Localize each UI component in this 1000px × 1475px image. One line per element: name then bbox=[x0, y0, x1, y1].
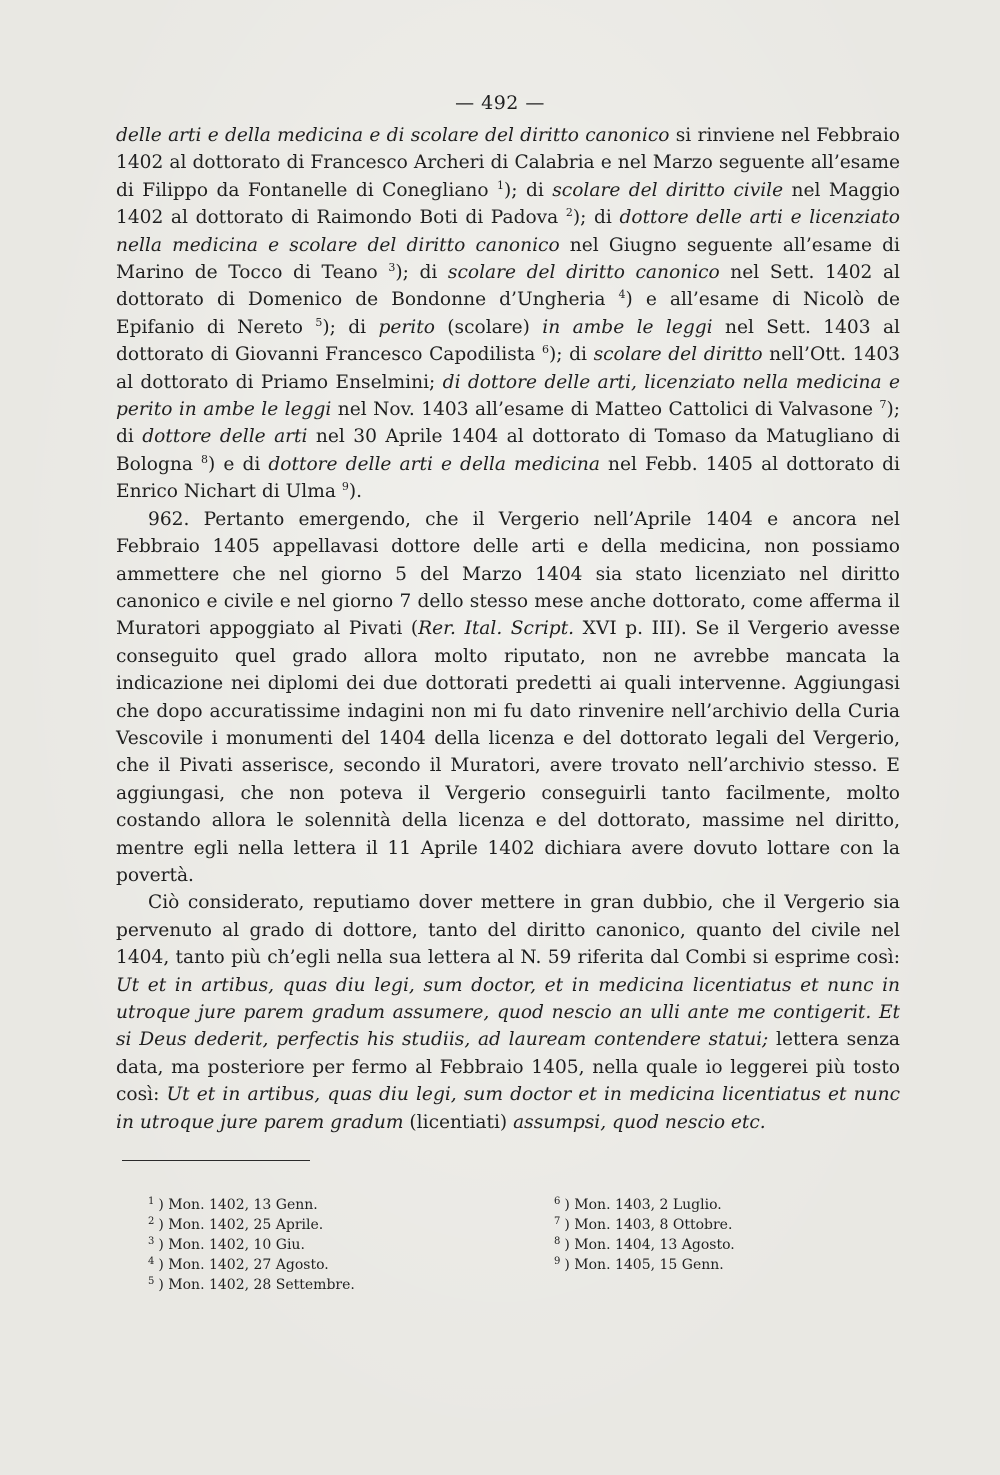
footnote-mark: 2 bbox=[148, 1216, 155, 1227]
text-run: si rinviene nel Febbraio 1402 al dottorato di Francesco Archeri di Calabria e nel Marzo seguente all’esame di Filippo da Fontanelle di Conegliano bbox=[116, 125, 901, 201]
text-run: ) e all’esame di Nicolò de Epifanio di Nereto bbox=[116, 289, 901, 338]
footnote-item bbox=[554, 1255, 874, 1275]
footnote-separator-rule bbox=[122, 1160, 310, 1161]
footnote-paren: ) bbox=[158, 1197, 169, 1213]
italic-run: Ut et in artibus, quas diu legi, sum doctor, et in medicina licentiatus et nunc in utroque jure parem gradum assumere, quod nescio an ulli ante me contigerit. Et si Deus dederit, perfectis his studiis, ad lauream contendere statui; bbox=[116, 974, 900, 1051]
footnote-paren: ) bbox=[158, 1257, 169, 1273]
footnote-reference: 1 bbox=[497, 178, 505, 192]
text-run: nell’Ott. 1403 al dottorato di Priamo Enselmini; bbox=[116, 344, 900, 393]
body-text bbox=[116, 122, 900, 1136]
footnote-paren: ) bbox=[564, 1257, 575, 1273]
footnote-mark: 3 bbox=[148, 1236, 155, 1247]
italic-run: delle arti e della medicina e di scolare del diritto canonico bbox=[116, 125, 670, 146]
footnote-reference: 5 bbox=[315, 315, 323, 329]
footnote-text: Mon. 1403, 2 Luglio. bbox=[574, 1197, 722, 1213]
footnote-text: Mon. 1402, 13 Genn. bbox=[168, 1197, 318, 1213]
footnotes-left-column bbox=[148, 1195, 468, 1295]
italic-run: in ambe le leggi bbox=[542, 316, 713, 338]
text-run: ); di bbox=[322, 316, 379, 338]
paragraph-2 bbox=[116, 506, 900, 890]
text-run: ); di bbox=[548, 344, 594, 366]
footnote-text: Mon. 1402, 28 Settembre. bbox=[168, 1277, 355, 1293]
footnote-item bbox=[554, 1215, 874, 1235]
footnote-paren: ) bbox=[564, 1197, 575, 1213]
text-run: ); di bbox=[572, 207, 620, 229]
footnote-text: Mon. 1402, 25 Aprile. bbox=[168, 1217, 324, 1233]
text-run: nel Giugno seguente all’esame di Marino de Tocco di Teano bbox=[116, 234, 901, 284]
footnote-reference: 9 bbox=[341, 480, 349, 494]
text-run: ). bbox=[348, 481, 363, 503]
footnote-reference: 4 bbox=[618, 288, 626, 302]
footnote-mark: 9 bbox=[554, 1256, 561, 1267]
text-run: 962. Pertanto emergendo, che il Vergerio nell’Aprile 1404 e ancora nel Febbraio 1405 appellavasi dottore delle arti e della medicina, non possiamo ammettere che nel giorno 5 del Marzo 1404 sia stato licenziato nel diritto canonico e civile e nel giorno 7 dello stesso mese anche dottorato, come afferma il Muratori appoggiato al Pivati ( bbox=[116, 508, 900, 640]
footnote-mark: 5 bbox=[148, 1276, 155, 1287]
footnote-reference: 8 bbox=[201, 452, 209, 466]
italic-run: perito bbox=[378, 316, 435, 338]
footnote-item bbox=[148, 1275, 468, 1295]
footnote-text: Mon. 1403, 8 Ottobre. bbox=[574, 1217, 733, 1233]
paragraph-3 bbox=[116, 889, 900, 1136]
footnote-paren: ) bbox=[158, 1237, 169, 1253]
footnote-item bbox=[554, 1195, 874, 1215]
text-run: ) e di bbox=[208, 453, 269, 475]
italic-run: scolare del diritto bbox=[593, 344, 763, 366]
italic-run: Rer. Ital. Script. bbox=[418, 618, 575, 640]
text-run: nel Sett. 1402 al dottorato di Domenico de Bondonne d’Ungheria bbox=[116, 262, 901, 311]
text-run: nel Sett. 1403 al dottorato di Giovanni Francesco Capodilista bbox=[116, 316, 901, 366]
footnote-reference: 6 bbox=[541, 343, 549, 357]
italic-run: Ut et in artibus, quas diu legi, sum doctor et in medicina licentiatus et nunc in utroque jure parem gradum bbox=[116, 1084, 900, 1133]
footnote-reference: 3 bbox=[388, 261, 396, 275]
paragraph-1 bbox=[116, 122, 900, 506]
italic-run: dottore delle arti e della medicina bbox=[268, 453, 600, 475]
footnote-item bbox=[148, 1255, 468, 1275]
italic-run: dottore delle arti bbox=[142, 426, 308, 448]
text-run: XVI p. III). Se il Vergerio avesse conseguito quel grado allora molto riputato, non ne avrebbe mancata la indicazione nei diplomi dei due dottorati predetti ai quali intervenne. Aggiungasi che dopo accuratissime indagini non mi fu dato rinvenire nell’archivio della Curia Vescovile i monumenti del 1404 della licenza e del dottorato legali del Vergerio, che il Pivati asserisce, secondo il Muratori, avere trovato nell’archivio stesso. E aggiungasi, che non poteva il Vergerio conseguirli tanto facilmente, molto costando allora le solennità della licenza e del dottorato, massime nel diritto, mentre egli nella lettera il 11 Aprile 1402 dichiara avere dovuto lottare con la povertà. bbox=[116, 618, 900, 886]
footnote-text: Mon. 1402, 27 Agosto. bbox=[168, 1257, 329, 1273]
footnotes-right-column bbox=[554, 1195, 874, 1275]
text-run: Ciò considerato, reputiamo dover mettere in gran dubbio, che il Vergerio sia pervenuto al grado di dottore, tanto del diritto canonico, quanto del civile nel 1404, tanto più ch’egli nella sua lettera al N. 59 riferita dal Combi si esprime così: bbox=[116, 892, 900, 969]
footnote-mark: 1 bbox=[148, 1196, 155, 1207]
footnote-item bbox=[148, 1235, 468, 1255]
text-run: ); di bbox=[504, 179, 553, 201]
footnote-text: Mon. 1402, 10 Giu. bbox=[168, 1237, 305, 1253]
footnote-text: Mon. 1404, 13 Agosto. bbox=[574, 1237, 735, 1253]
text-run: (licentiati) bbox=[403, 1111, 514, 1133]
text-run: (scolare) bbox=[434, 316, 543, 338]
footnote-mark: 4 bbox=[148, 1256, 155, 1267]
footnote-item bbox=[554, 1235, 874, 1255]
footnote-reference: 2 bbox=[565, 206, 573, 220]
page-number: — 492 — bbox=[455, 92, 545, 114]
text-run: nel Febb. 1405 al dottorato di Enrico Nichart di Ulma bbox=[116, 453, 901, 503]
footnote-paren: ) bbox=[158, 1277, 169, 1293]
text-run: nel Maggio 1402 al dottorato di Raimondo Boti di Padova bbox=[116, 179, 900, 229]
italic-run: scolare del diritto canonico bbox=[447, 262, 720, 284]
italic-run: scolare del diritto civile bbox=[552, 179, 784, 201]
text-run: nel Nov. 1403 all’esame di Matteo Cattolici di Valvasone bbox=[331, 399, 880, 421]
text-run: lettera senza data, ma posteriore per fermo al Febbraio 1405, nella quale io leggerei più tosto così: bbox=[116, 1029, 900, 1106]
footnote-item bbox=[148, 1215, 468, 1235]
footnote-mark: 8 bbox=[554, 1236, 561, 1247]
footnote-paren: ) bbox=[158, 1217, 169, 1233]
footnote-text: Mon. 1405, 15 Genn. bbox=[574, 1257, 724, 1273]
footnote-mark: 7 bbox=[554, 1216, 561, 1227]
text-run: nel 30 Aprile 1404 al dottorato di Tomaso da Matugliano di Bologna bbox=[116, 426, 900, 475]
italic-run: di dottore delle arti, licenziato nella medicina e perito in ambe le leggi bbox=[116, 371, 900, 421]
italic-run: assumpsi, quod nescio etc. bbox=[513, 1111, 766, 1133]
footnote-reference: 7 bbox=[879, 398, 887, 412]
footnote-paren: ) bbox=[564, 1237, 575, 1253]
text-run: ); di bbox=[116, 399, 901, 448]
footnote-mark: 6 bbox=[554, 1196, 561, 1207]
footnote-paren: ) bbox=[564, 1217, 575, 1233]
italic-run: dottore delle arti e licenziato nella medicina e scolare del diritto canonico bbox=[116, 207, 901, 256]
footnote-item bbox=[148, 1195, 468, 1215]
text-run: ); di bbox=[395, 262, 448, 284]
